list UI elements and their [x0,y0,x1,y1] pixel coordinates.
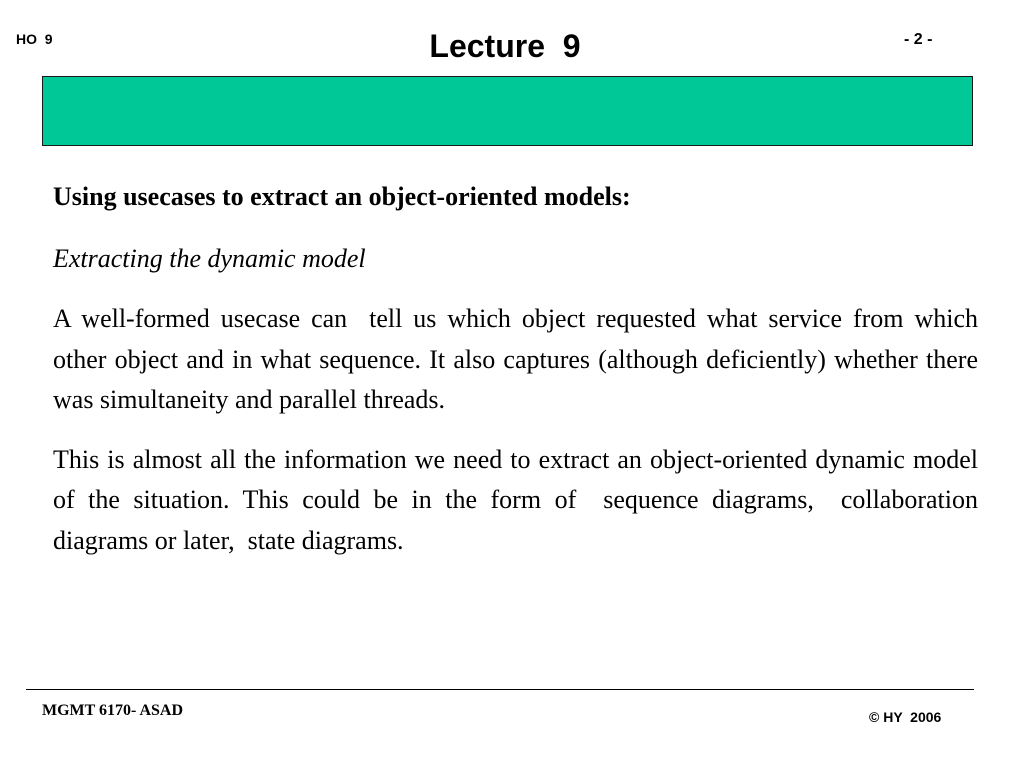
footer-divider [26,689,974,690]
body-paragraph-2: This is almost all the information we need to extract an object-oriented dynamic model of the situation. This could be in the form of sequence diagrams, collaboration diagrams or later, state diagrams. [53,444,985,555]
footer-copyright: © HY 2006 [869,709,942,725]
slide-title: Lecture 9 [429,28,581,64]
footer-course-label: MGMT 6170- ASAD [42,702,184,719]
page-number: - 2 - [904,31,933,48]
body-paragraph-1: A well-formed usecase can tell us which object requested what service from which other object and in what sequence. It also captures (although deficiently) whether there was simultaneity and parallel threads. [53,304,985,414]
section-heading: Using usecases to extract an object-oriented models: [53,182,631,211]
section-subheading: Extracting the dynamic model [53,243,366,273]
slide-body [53,177,985,580]
title-banner-box [42,76,973,146]
handout-label: HO 9 [16,31,53,47]
